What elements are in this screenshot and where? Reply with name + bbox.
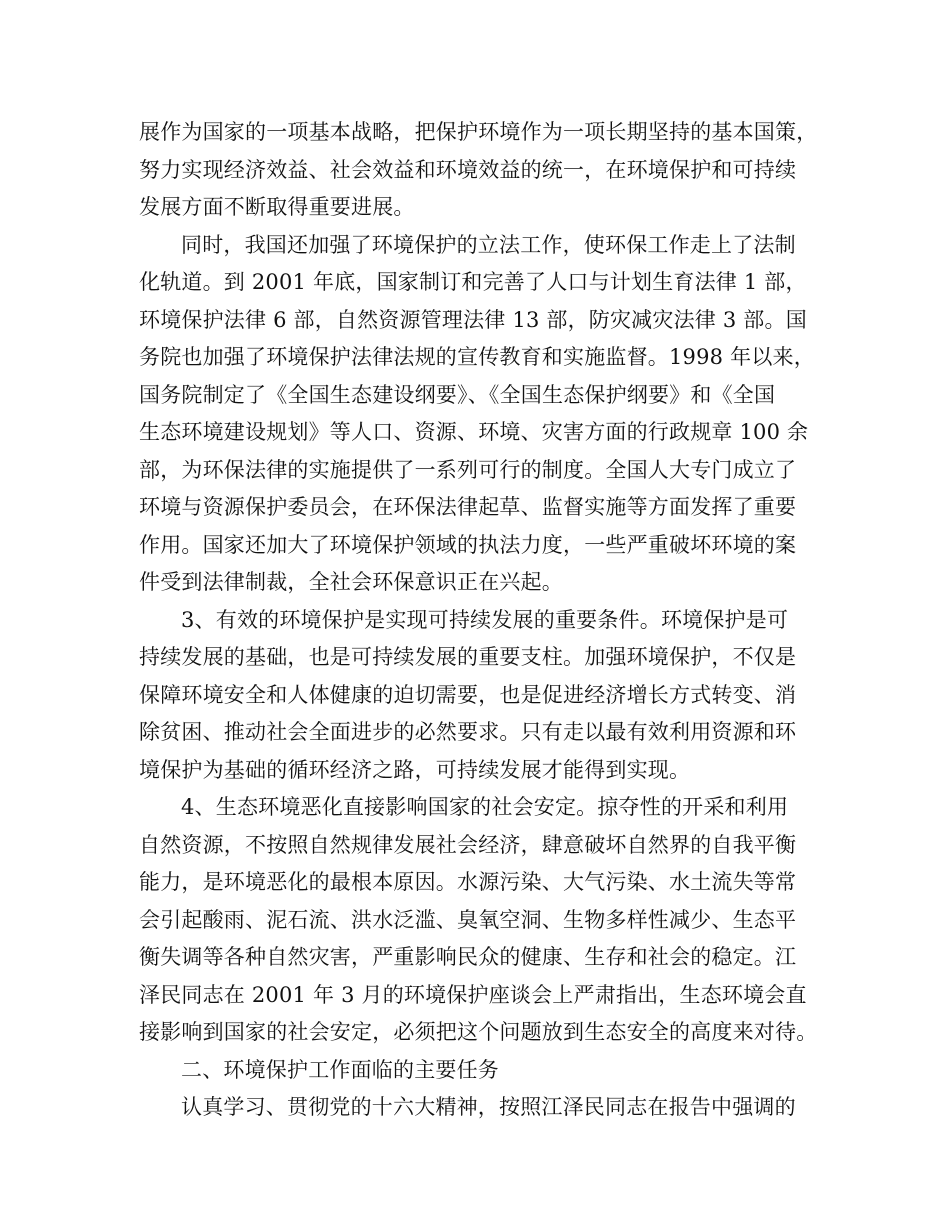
text-line: 作用。国家还加大了环境保护领域的执法力度，一些严重破坏环境的案 [139,532,797,557]
text-line: 泽民同志在 2001 年 3 月的环境保护座谈会上严肃指出，生态环境会直 [139,982,807,1007]
text-line: 发展方面不断取得重要进展。 [139,195,415,219]
text-line: 国务院制定了《全国生态建设纲要》、《全国生态保护纲要》和《全国 [139,382,776,407]
text-line: 环境保护法律 6 部，自然资源管理法律 13 部，防灾减灾法律 3 部。国 [139,307,807,332]
text-line: 生态环境建设规划》等人口、资源、环境、灾害方面的行政规章 100 余 [139,420,809,444]
text-line: 接影响到国家的社会安定，必须把这个问题放到生态安全的高度来对待。 [139,1020,818,1044]
text-line: 件受到法律制裁，全社会环保意识正在兴起。 [139,570,563,594]
body-text [139,114,829,1127]
section-heading: 二、环境保护工作面临的主要任务 [181,1057,499,1082]
paragraph-start-line: 3、有效的环境保护是实现可持续发展的重要条件。环境保护是可 [181,607,789,632]
text-line: 部，为环保法律的实施提供了一系列可行的制度。全国人大专门成立了 [139,457,797,482]
text-line: 努力实现经济效益、社会效益和环境效益的统一，在环境保护和可持续 [139,157,797,182]
text-line: 化轨道。到 2001 年底，国家制订和完善了人口与计划生育法律 1 部， [139,270,807,294]
text-line: 持续发展的基础，也是可持续发展的重要支柱。加强环境保护，不仅是 [139,645,797,669]
text-line: 境保护为基础的循环经济之路，可持续发展才能得到实现。 [139,757,691,782]
text-line: 衡失调等各种自然灾害，严重影响民众的健康、生存和社会的稳定。江 [139,945,797,969]
text-line: 会引起酸雨、泥石流、洪水泛滥、臭氧空洞、生物多样性减少、生态平 [139,907,797,932]
paragraph-start-line: 4、生态环境恶化直接影响国家的社会安定。掠夺性的开采和利用 [181,795,789,819]
text-line: 环境与资源保护委员会，在环保法律起草、监督实施等方面发挥了重要 [139,495,797,519]
text-line: 务院也加强了环境保护法律法规的宣传教育和实施监督。1998 年以来， [139,345,815,369]
text-line: 除贫困、推动社会全面进步的必然要求。只有走以最有效利用资源和环 [139,720,797,744]
text-line: 能力，是环境恶化的最根本原因。水源污染、大气污染、水土流失等常 [139,870,797,894]
text-line: 展作为国家的一项基本战略，把保护环境作为一项长期坚持的基本国策， [139,120,818,144]
text-line: 保障环境安全和人体健康的迫切需要，也是促进经济增长方式转变、消 [139,682,797,707]
paragraph-start-line: 同时，我国还加强了环境保护的立法工作，使环保工作走上了法制 [181,232,796,257]
text-line: 自然资源，不按照自然规律发展社会经济，肆意破坏自然界的自我平衡 [139,832,797,857]
paragraph-start-line: 认真学习、贯彻党的十六大精神，按照江泽民同志在报告中强调的 [181,1095,796,1119]
